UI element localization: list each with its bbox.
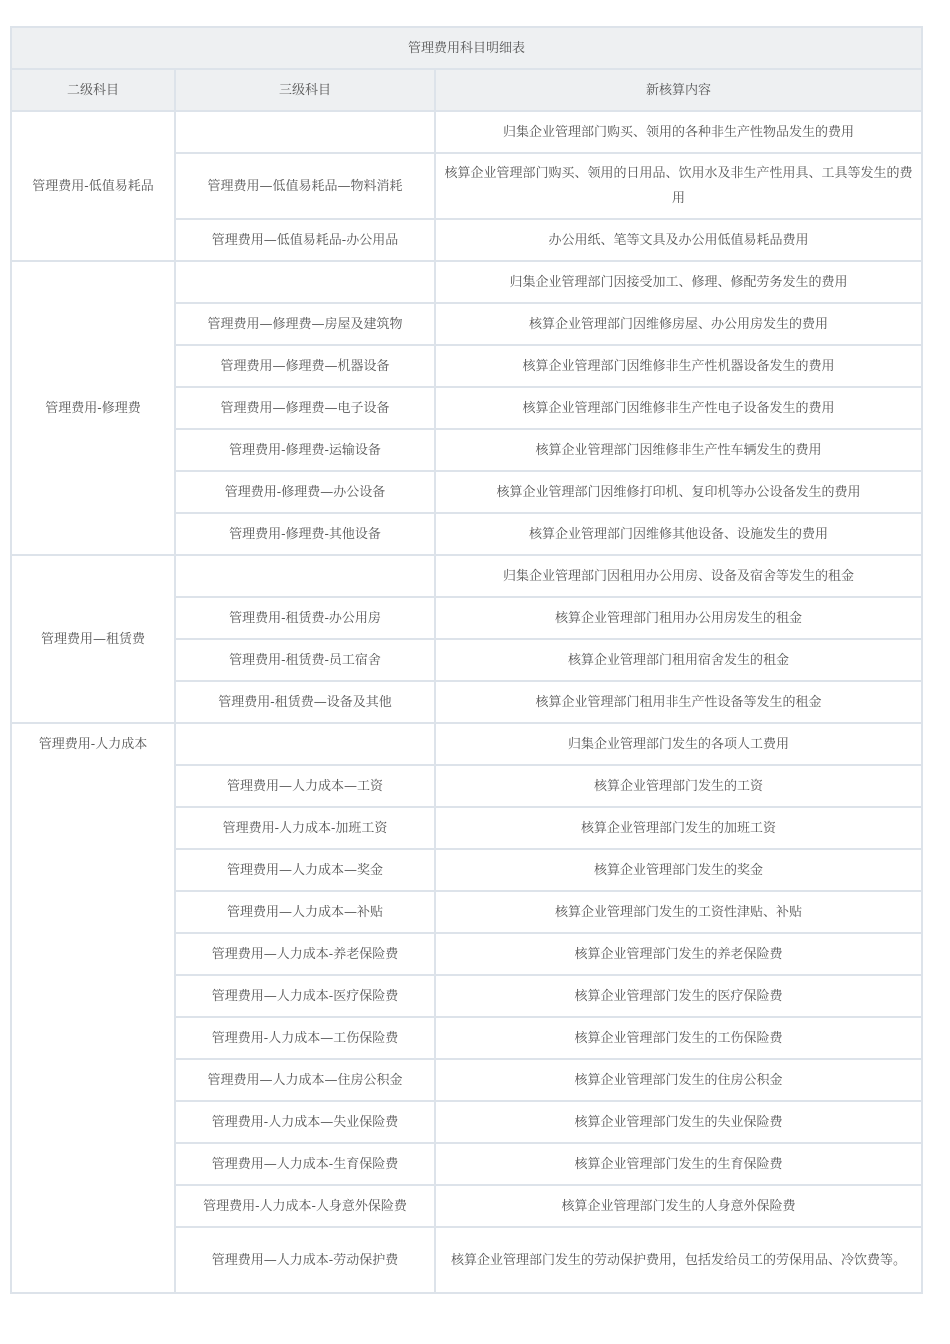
level3-account: 管理费用—人力成本-医疗保险费 [175, 975, 435, 1017]
accounting-content: 核算企业管理部门发生的失业保险费 [435, 1101, 922, 1143]
level3-account: 管理费用-修理费-其他设备 [175, 513, 435, 555]
level3-account: 管理费用—修理费—房屋及建筑物 [175, 303, 435, 345]
level3-account: 管理费用—人力成本—工资 [175, 765, 435, 807]
level3-account: 管理费用—人力成本-劳动保护费 [175, 1227, 435, 1293]
level3-account: 管理费用-人力成本—工伤保险费 [175, 1017, 435, 1059]
accounting-content: 核算企业管理部门发生的工伤保险费 [435, 1017, 922, 1059]
level3-account: 管理费用-人力成本-人身意外保险费 [175, 1185, 435, 1227]
accounting-content: 办公用纸、笔等文具及办公用低值易耗品费用 [435, 219, 922, 261]
level3-account: 管理费用—低值易耗品-办公用品 [175, 219, 435, 261]
accounting-content: 核算企业管理部门因维修房屋、办公用房发生的费用 [435, 303, 922, 345]
table-row [11, 111, 922, 153]
accounting-content: 核算企业管理部门发生的加班工资 [435, 807, 922, 849]
title-row [11, 27, 922, 69]
level3-account: 管理费用—修理费—机器设备 [175, 345, 435, 387]
level2-account: 管理费用-人力成本 [11, 723, 175, 1293]
accounting-content: 核算企业管理部门租用非生产性设备等发生的租金 [435, 681, 922, 723]
accounting-content: 核算企业管理部门发生的工资 [435, 765, 922, 807]
level3-account: 管理费用—人力成本—奖金 [175, 849, 435, 891]
level3-account: 管理费用-租赁费-办公用房 [175, 597, 435, 639]
header-level2: 二级科目 [11, 69, 175, 111]
table-row [11, 555, 922, 597]
level3-account: 管理费用—人力成本-养老保险费 [175, 933, 435, 975]
accounting-content: 核算企业管理部门发生的奖金 [435, 849, 922, 891]
level3-account: 管理费用—修理费—电子设备 [175, 387, 435, 429]
accounting-content: 核算企业管理部门因维修非生产性机器设备发生的费用 [435, 345, 922, 387]
level3-account [175, 111, 435, 153]
level3-account: 管理费用—人力成本-生育保险费 [175, 1143, 435, 1185]
level2-account: 管理费用-低值易耗品 [11, 111, 175, 261]
accounting-content: 核算企业管理部门因维修打印机、复印机等办公设备发生的费用 [435, 471, 922, 513]
level3-account: 管理费用-修理费—办公设备 [175, 471, 435, 513]
table-title: 管理费用科目明细表 [11, 27, 922, 69]
level2-account: 管理费用—租赁费 [11, 555, 175, 723]
table-row [11, 723, 922, 765]
accounting-content: 归集企业管理部门因租用办公用房、设备及宿舍等发生的租金 [435, 555, 922, 597]
level3-account: 管理费用—低值易耗品—物料消耗 [175, 153, 435, 219]
level3-account [175, 555, 435, 597]
table-body [11, 27, 922, 1293]
accounting-content: 核算企业管理部门发生的劳动保护费用，包括发给员工的劳保用品、冷饮费等。 [435, 1227, 922, 1293]
accounting-content: 核算企业管理部门购买、领用的日用品、饮用水及非生产性用具、工具等发生的费用 [435, 153, 922, 219]
accounting-content: 核算企业管理部门租用办公用房发生的租金 [435, 597, 922, 639]
level3-account: 管理费用-租赁费—设备及其他 [175, 681, 435, 723]
level2-account: 管理费用-修理费 [11, 261, 175, 555]
level3-account: 管理费用-修理费-运输设备 [175, 429, 435, 471]
accounting-content: 归集企业管理部门因接受加工、修理、修配劳务发生的费用 [435, 261, 922, 303]
header-row [11, 69, 922, 111]
level3-account: 管理费用-人力成本—失业保险费 [175, 1101, 435, 1143]
accounting-content: 核算企业管理部门发生的生育保险费 [435, 1143, 922, 1185]
accounting-content: 核算企业管理部门发生的住房公积金 [435, 1059, 922, 1101]
accounting-content: 核算企业管理部门因维修其他设备、设施发生的费用 [435, 513, 922, 555]
level3-account: 管理费用—人力成本—补贴 [175, 891, 435, 933]
accounting-content: 核算企业管理部门发生的人身意外保险费 [435, 1185, 922, 1227]
header-content: 新核算内容 [435, 69, 922, 111]
accounting-content: 核算企业管理部门发生的医疗保险费 [435, 975, 922, 1017]
level3-account: 管理费用-租赁费-员工宿舍 [175, 639, 435, 681]
expense-detail-table [10, 26, 923, 1294]
accounting-content: 归集企业管理部门购买、领用的各种非生产性物品发生的费用 [435, 111, 922, 153]
level3-account [175, 723, 435, 765]
level3-account [175, 261, 435, 303]
accounting-content: 核算企业管理部门因维修非生产性电子设备发生的费用 [435, 387, 922, 429]
accounting-content: 核算企业管理部门租用宿舍发生的租金 [435, 639, 922, 681]
accounting-content: 核算企业管理部门因维修非生产性车辆发生的费用 [435, 429, 922, 471]
level3-account: 管理费用-人力成本-加班工资 [175, 807, 435, 849]
accounting-content: 核算企业管理部门发生的养老保险费 [435, 933, 922, 975]
header-level3: 三级科目 [175, 69, 435, 111]
accounting-content: 归集企业管理部门发生的各项人工费用 [435, 723, 922, 765]
table-row [11, 261, 922, 303]
level3-account: 管理费用—人力成本—住房公积金 [175, 1059, 435, 1101]
accounting-content: 核算企业管理部门发生的工资性津贴、补贴 [435, 891, 922, 933]
